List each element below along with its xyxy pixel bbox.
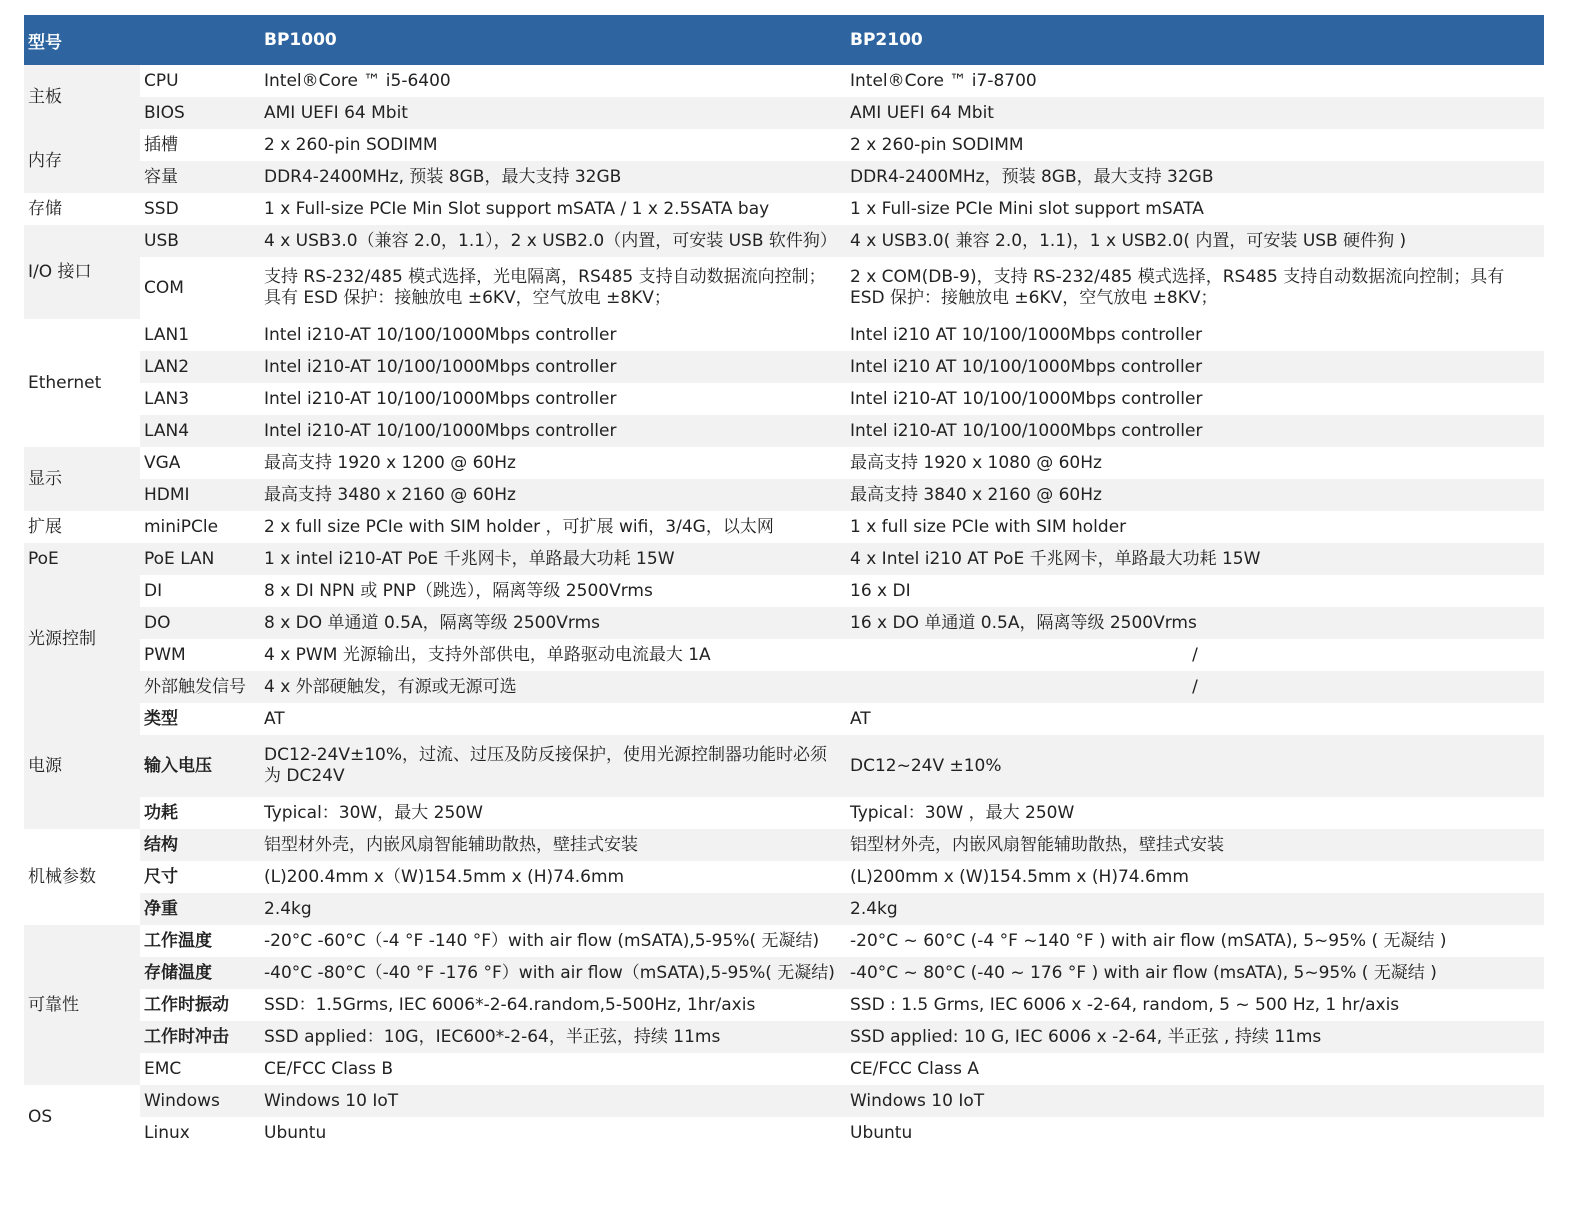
table-row <box>24 735 1544 797</box>
category-cell: I/O 接口 <box>24 225 140 319</box>
sub-cell: VGA <box>144 452 181 473</box>
table-row <box>24 797 1544 829</box>
header-bp2100: BP2100 <box>846 15 1544 65</box>
category-cell: 主板 <box>24 65 140 129</box>
bp1000-cell: SSD applied：10G，IEC600*-2-64，半正弦，持续 11ms <box>264 1026 721 1047</box>
bp1000-cell: 最高支持 1920 x 1200 @ 60Hz <box>264 452 516 473</box>
bp2100-cell: 4 x USB3.0( 兼容 2.0，1.1)，1 x USB2.0( 内置，可安装 USB 硬件狗 ) <box>850 230 1407 251</box>
spec-table-container <box>24 15 1544 1149</box>
sub-cell: COM <box>144 277 184 298</box>
sub-cell: USB <box>144 230 179 251</box>
bp2100-cell: Intel®Core ™ i7-8700 <box>850 70 1037 91</box>
sub-cell: 容量 <box>144 166 178 187</box>
sub-cell: 功耗 <box>144 802 178 823</box>
sub-cell: 工作时振动 <box>144 994 229 1015</box>
bp2100-cell: 最高支持 1920 x 1080 @ 60Hz <box>850 452 1102 473</box>
table-row <box>24 447 1544 479</box>
table-row <box>24 829 1544 861</box>
header-row <box>24 15 1544 65</box>
table-row <box>24 319 1544 351</box>
category-cell: Ethernet <box>24 319 140 447</box>
table-row <box>24 129 1544 161</box>
bp2100-cell: -40°C ~ 80°C (-40 ~ 176 °F ) with air flow (msATA), 5~95% ( 无凝结 ) <box>850 962 1437 983</box>
sub-cell: SSD <box>144 198 179 219</box>
bp1000-cell: 2 x 260-pin SODIMM <box>264 134 438 155</box>
bp2100-cell: / <box>1192 676 1198 697</box>
bp1000-cell: Ubuntu <box>264 1122 327 1143</box>
table-row <box>24 1053 1544 1085</box>
table-row <box>24 607 1544 639</box>
bp2100-cell: DC12~24V ±10% <box>850 755 1002 776</box>
bp1000-cell: (L)200.4mm x（W)154.5mm x (H)74.6mm <box>264 866 625 887</box>
sub-cell: 输入电压 <box>144 755 212 776</box>
table-row <box>24 671 1544 703</box>
bp2100-cell: 16 x DI <box>850 580 911 601</box>
table-row <box>24 65 1544 97</box>
bp1000-cell: Intel i210-AT 10/100/1000Mbps controller <box>264 356 617 377</box>
sub-cell: LAN2 <box>144 356 190 377</box>
sub-cell: DO <box>144 612 171 633</box>
sub-cell: LAN3 <box>144 388 190 409</box>
header-model: 型号 <box>24 15 260 65</box>
table-row <box>24 575 1544 607</box>
bp1000-cell: Intel i210-AT 10/100/1000Mbps controller <box>264 388 617 409</box>
bp1000-cell: CE/FCC Class B <box>264 1058 394 1079</box>
bp1000-cell: DC12-24V±10%，过流、过压及防反接保护，使用光源控制器功能时必须为 DC24V <box>264 745 828 786</box>
sub-cell: CPU <box>144 70 179 91</box>
table-row <box>24 351 1544 383</box>
bp2100-cell: 16 x DO 单通道 0.5A，隔离等级 2500Vrms <box>850 612 1197 633</box>
bp1000-cell: 1 x Full-size PCIe Min Slot support mSATA / 1 x 2.5SATA bay <box>264 198 770 219</box>
bp2100-cell: 1 x Full-size PCIe Mini slot support mSATA <box>850 198 1204 219</box>
table-row <box>24 479 1544 511</box>
bp2100-cell: (L)200mm x (W)154.5mm x (H)74.6mm <box>850 866 1189 887</box>
category-cell: 电源 <box>24 703 140 829</box>
bp2100-cell: AMI UEFI 64 Mbit <box>850 102 994 123</box>
bp1000-cell: -20°C -60°C（-4 °F -140 °F）with air flow (mSATA),5-95%( 无凝结) <box>264 930 820 951</box>
bp2100-cell: DDR4-2400MHz，预装 8GB，最大支持 32GB <box>850 166 1214 187</box>
bp2100-cell: 4 x Intel i210 AT PoE 千兆网卡，单路最大功耗 15W <box>850 548 1261 569</box>
table-row <box>24 511 1544 543</box>
bp2100-cell: 2.4kg <box>850 898 898 919</box>
sub-cell: Linux <box>144 1122 190 1143</box>
bp1000-cell: 2.4kg <box>264 898 312 919</box>
bp2100-cell: Windows 10 IoT <box>850 1090 985 1111</box>
bp2100-cell: 2 x COM(DB-9)，支持 RS-232/485 模式选择，RS485 支持自动数据流向控制；具有 ESD 保护：接触放电 ±6KV，空气放电 ±8KV； <box>850 267 1505 308</box>
table-row <box>24 1117 1544 1149</box>
table-row <box>24 161 1544 193</box>
table-row <box>24 383 1544 415</box>
sub-cell: PWM <box>144 644 186 665</box>
sub-cell: 工作温度 <box>144 930 212 951</box>
category-cell: 扩展 <box>24 511 140 543</box>
sub-cell: DI <box>144 580 163 601</box>
bp2100-cell: SSD applied: 10 G, IEC 6006 x -2-64, 半正弦 , 持续 11ms <box>850 1026 1322 1047</box>
table-row <box>24 257 1544 319</box>
bp1000-cell: SSD：1.5Grms, IEC 6006*-2-64.random,5-500Hz, 1hr/axis <box>264 994 756 1015</box>
table-row <box>24 415 1544 447</box>
bp2100-cell: / <box>1192 644 1198 665</box>
bp1000-cell: 1 x intel i210-AT PoE 千兆网卡，单路最大功耗 15W <box>264 548 675 569</box>
bp1000-cell: AMI UEFI 64 Mbit <box>264 102 408 123</box>
bp1000-cell: DDR4-2400MHz, 预装 8GB，最大支持 32GB <box>264 166 622 187</box>
sub-cell: LAN4 <box>144 420 190 441</box>
table-row <box>24 957 1544 989</box>
bp1000-cell: Intel i210-AT 10/100/1000Mbps controller <box>264 324 617 345</box>
table-row <box>24 1021 1544 1053</box>
sub-cell: EMC <box>144 1058 182 1079</box>
bp1000-cell: 支持 RS-232/485 模式选择，光电隔离，RS485 支持自动数据流向控制；具有 ESD 保护：接触放电 ±6KV，空气放电 ±8KV； <box>264 267 826 308</box>
bp1000-cell: Typical：30W，最大 250W <box>264 802 483 823</box>
bp2100-cell: 铝型材外壳，内嵌风扇智能辅助散热，壁挂式安装 <box>850 834 1224 855</box>
bp2100-cell: 最高支持 3840 x 2160 @ 60Hz <box>850 484 1102 505</box>
bp2100-cell: Typical：30W ，最大 250W <box>850 802 1075 823</box>
category-cell: 可靠性 <box>24 925 140 1085</box>
table-row <box>24 925 1544 957</box>
sub-cell: 插槽 <box>144 134 178 155</box>
sub-cell: 尺寸 <box>144 866 178 887</box>
sub-cell: 净重 <box>144 898 178 919</box>
bp2100-cell: SSD : 1.5 Grms, IEC 6006 x -2-64, random, 5 ~ 500 Hz, 1 hr/axis <box>850 994 1400 1015</box>
bp2100-cell: 1 x full size PCIe with SIM holder <box>850 516 1127 537</box>
sub-cell: miniPCle <box>144 516 219 537</box>
bp2100-cell: 2 x 260-pin SODIMM <box>850 134 1024 155</box>
sub-cell: LAN1 <box>144 324 190 345</box>
header-bp1000: BP1000 <box>260 15 846 65</box>
table-row <box>24 225 1544 257</box>
bp1000-cell: 铝型材外壳，内嵌风扇智能辅助散热，壁挂式安装 <box>264 834 638 855</box>
sub-cell: 存储温度 <box>144 962 212 983</box>
bp2100-cell: AT <box>850 708 871 729</box>
bp2100-cell: CE/FCC Class A <box>850 1058 980 1079</box>
bp1000-cell: Intel®Core ™ i5-6400 <box>264 70 451 91</box>
bp1000-cell: 4 x USB3.0（兼容 2.0，1.1），2 x USB2.0（内置，可安装 USB 软件狗） <box>264 230 837 251</box>
spec-table <box>24 15 1544 1149</box>
table-row <box>24 193 1544 225</box>
bp1000-cell: Windows 10 IoT <box>264 1090 399 1111</box>
bp1000-cell: 2 x full size PCIe with SIM holder ，可扩展 wifi，3/4G，以太网 <box>264 516 774 537</box>
bp1000-cell: Intel i210-AT 10/100/1000Mbps controller <box>264 420 617 441</box>
category-cell: 内存 <box>24 129 140 193</box>
category-cell: OS <box>24 1085 140 1149</box>
bp1000-cell: 4 x 外部硬触发，有源或无源可选 <box>264 676 517 697</box>
table-row <box>24 861 1544 893</box>
bp1000-cell: 8 x DI NPN 或 PNP（跳选），隔离等级 2500Vrms <box>264 580 653 601</box>
sub-cell: BIOS <box>144 102 185 123</box>
bp2100-cell: -20°C ~ 60°C (-4 °F ~140 °F ) with air flow (mSATA), 5~95% ( 无凝结 ) <box>850 930 1447 951</box>
table-row <box>24 97 1544 129</box>
bp2100-cell: Intel i210-AT 10/100/1000Mbps controller <box>850 420 1203 441</box>
category-cell: 显示 <box>24 447 140 511</box>
table-row <box>24 989 1544 1021</box>
sub-cell: PoE LAN <box>144 548 215 569</box>
sub-cell: 类型 <box>144 708 178 729</box>
sub-cell: 外部触发信号 <box>144 676 246 697</box>
bp1000-cell: 8 x DO 单通道 0.5A，隔离等级 2500Vrms <box>264 612 601 633</box>
bp1000-cell: 最高支持 3480 x 2160 @ 60Hz <box>264 484 516 505</box>
bp1000-cell: AT <box>264 708 285 729</box>
sub-cell: 结构 <box>144 834 178 855</box>
bp1000-cell: 4 x PWM 光源输出，支持外部供电，单路驱动电流最大 1A <box>264 644 711 665</box>
sub-cell: 工作时冲击 <box>144 1026 229 1047</box>
category-cell: 存储 <box>24 193 140 225</box>
bp2100-cell: Ubuntu <box>850 1122 913 1143</box>
bp1000-cell: -40°C -80°C（-40 °F -176 °F）with air flow（mSATA),5-95%( 无凝结) <box>264 962 835 983</box>
bp2100-cell: Intel i210 AT 10/100/1000Mbps controller <box>850 356 1203 377</box>
category-cell: PoE <box>24 543 140 575</box>
sub-cell: HDMI <box>144 484 190 505</box>
table-row <box>24 893 1544 925</box>
table-row <box>24 639 1544 671</box>
sub-cell: Windows <box>144 1090 220 1111</box>
table-row <box>24 543 1544 575</box>
table-row <box>24 703 1544 735</box>
bp2100-cell: Intel i210-AT 10/100/1000Mbps controller <box>850 388 1203 409</box>
bp2100-cell: Intel i210 AT 10/100/1000Mbps controller <box>850 324 1203 345</box>
category-cell: 机械参数 <box>24 829 140 925</box>
category-cell: 光源控制 <box>24 575 140 703</box>
table-row <box>24 1085 1544 1117</box>
